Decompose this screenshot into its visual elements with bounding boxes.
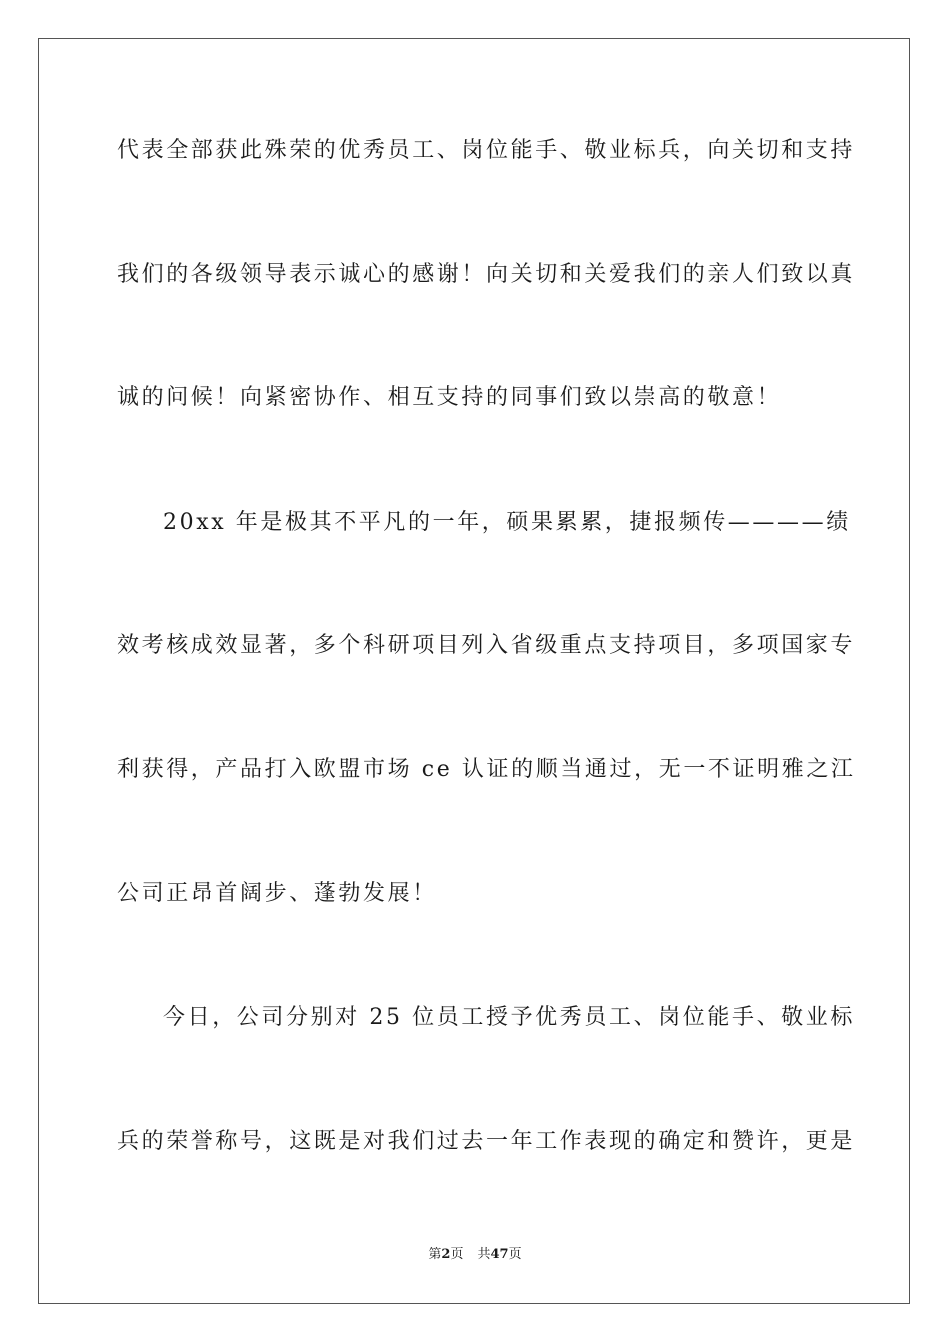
text-line-3: 诚的问候！向紧密协作、相互支持的同事们致以崇高的敬意！ xyxy=(117,385,782,410)
footer-page-prefix: 第 xyxy=(428,1247,442,1262)
text-line-4: 20xx 年是极其不平凡的一年，硕果累累，捷报频传————绩 xyxy=(163,510,851,535)
footer-total-prefix: 共 xyxy=(477,1247,491,1262)
text-line-1: 代表全部获此殊荣的优秀员工、岗位能手、敬业标兵，向关切和支持 xyxy=(117,138,856,163)
text-line-7: 公司正昂首阔步、蓬勃发展！ xyxy=(117,881,437,906)
text-line-2: 我们的各级领导表示诚心的感谢！向关切和关爱我们的亲人们致以真 xyxy=(117,262,856,287)
page-border xyxy=(38,38,910,1304)
page-footer xyxy=(0,1246,950,1264)
footer-total-pages: 47 xyxy=(490,1247,509,1262)
text-line-9: 兵的荣誉称号，这既是对我们过去一年工作表现的确定和赞许，更是 xyxy=(117,1129,856,1154)
text-line-5: 效考核成效显著，多个科研项目列入省级重点支持项目，多项国家专 xyxy=(117,633,856,658)
footer-page-suffix: 页 xyxy=(450,1247,464,1262)
text-line-6: 利获得，产品打入欧盟市场 ce 认证的顺当通过，无一不证明雅之江 xyxy=(117,757,856,782)
text-line-8: 今日，公司分别对 25 位员工授予优秀员工、岗位能手、敬业标 xyxy=(163,1005,855,1030)
footer-total-suffix: 页 xyxy=(508,1247,522,1262)
footer-page-number: 2 xyxy=(441,1247,451,1262)
